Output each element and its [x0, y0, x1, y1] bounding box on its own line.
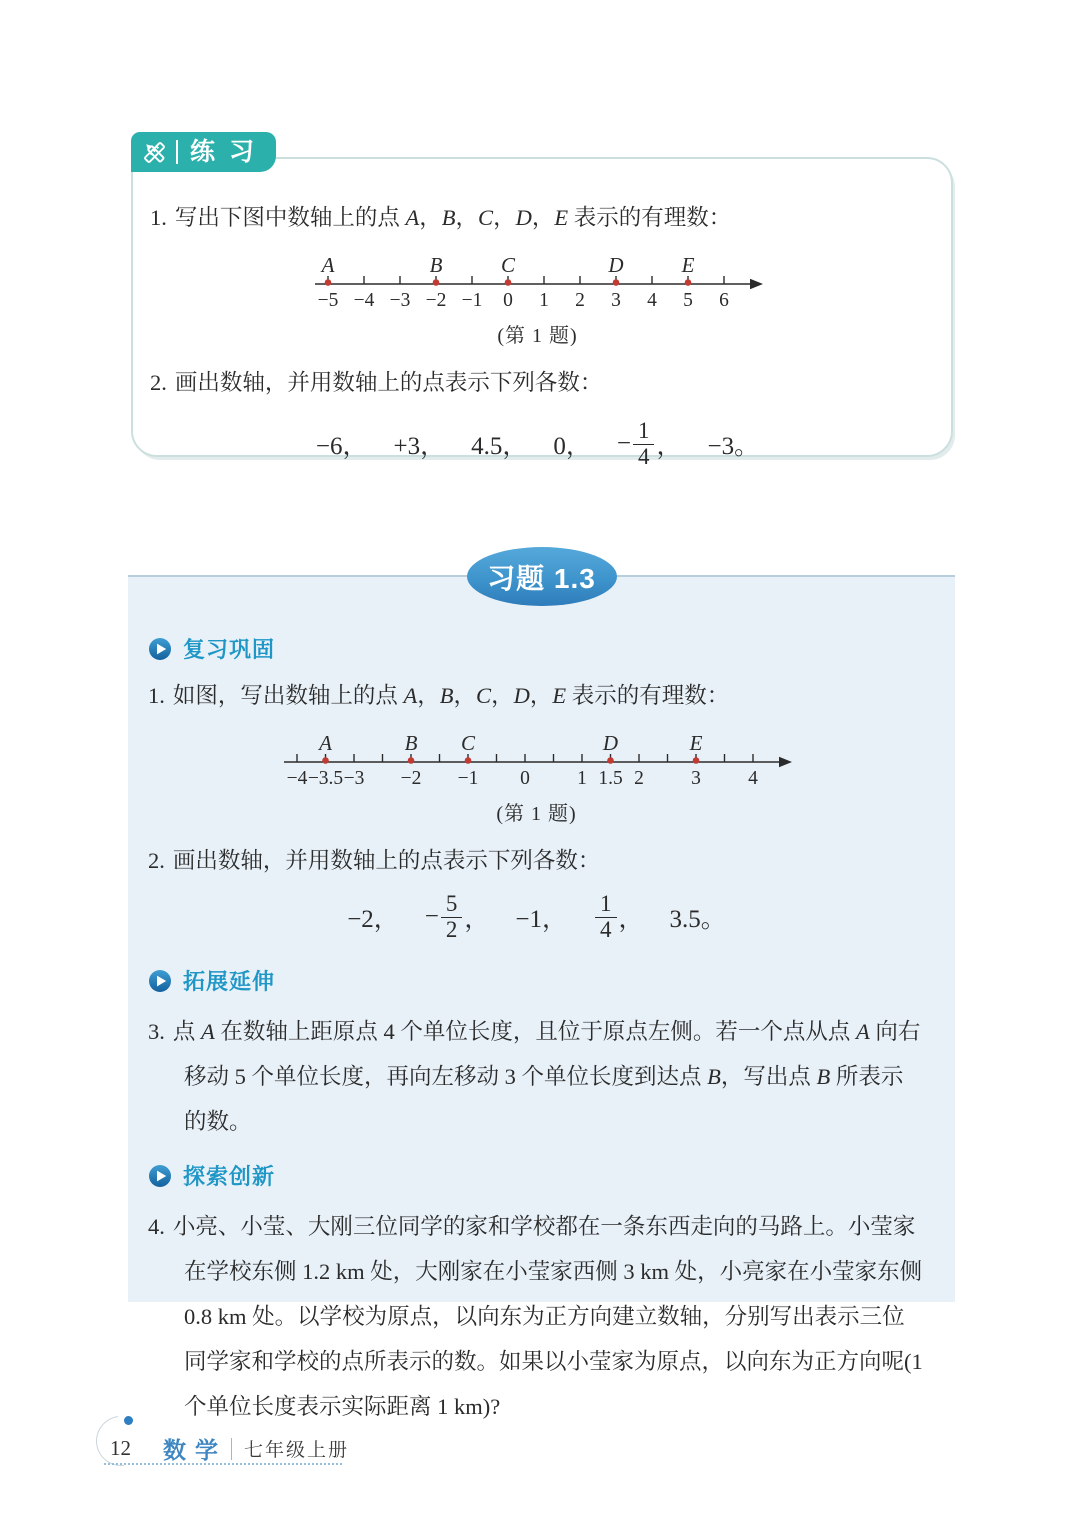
problem-text: 如图，写出数轴上的点 A，B，C，D，E 表示的有理数： [172, 683, 730, 708]
svg-text:0: 0 [502, 290, 513, 312]
exercise-math-line: −2， − $\frac{5}{2}$ ， −1， $\frac{1}{4}$ ， 3.5。 [347, 890, 726, 942]
exercise-title-badge [467, 547, 617, 606]
svg-text:3: 3 [690, 768, 701, 790]
play-icon [148, 1164, 172, 1188]
problem-number: 1. [148, 683, 165, 708]
svg-text:A: A [318, 731, 332, 756]
problem-number: 2. [150, 370, 167, 396]
svg-text:D: D [602, 731, 618, 756]
exercise-numberline-figure [148, 724, 925, 795]
svg-text:4: 4 [646, 290, 657, 312]
practice-numberline-figure [150, 246, 925, 317]
problem-number: 1. [150, 205, 167, 230]
svg-text:E: E [681, 253, 694, 278]
svg-text:−2: −2 [400, 768, 421, 790]
badge-divider [176, 140, 178, 164]
footer-dotted-line [104, 1463, 342, 1465]
page-number: 12 [110, 1436, 131, 1460]
svg-text:3: 3 [610, 290, 621, 312]
subject-label: 数学 [163, 1438, 227, 1463]
footer-dot [124, 1416, 133, 1425]
practice-math-line: −6， +3， 4.5， 0， − $\frac{1}{4}$ ， −3。 [315, 417, 760, 469]
exercise-problem-3 [148, 1009, 925, 1144]
practice-section-box [131, 137, 953, 469]
exercise-panel [128, 562, 955, 1420]
problem-text: 画出数轴，并用数轴上的点表示下列各数： [172, 848, 601, 874]
problem-text: 写出下图中数轴上的点 A，B，C，D，E 表示的有理数： [174, 205, 732, 230]
svg-text:−5: −5 [317, 290, 338, 312]
practice-badge-label: 练习 [190, 137, 269, 166]
svg-text:−4: −4 [353, 290, 374, 312]
play-icon [148, 969, 172, 993]
problem-number: 3. [148, 1019, 165, 1045]
problem-text: 点 A 在数轴上距原点 4 个单位长度，且位于原点左侧。若一个点从点 A 向右移动 5 个单位长度，再向左移动 3 个单位长度到达点 B，写出点 B 所表示的数。 [172, 1019, 921, 1135]
svg-text:C: C [460, 731, 475, 756]
section-explore [148, 1160, 925, 1191]
section-review [148, 633, 925, 664]
svg-text:E: E [689, 731, 702, 756]
section-label: 复习巩固 [183, 637, 276, 662]
problem-number: 4. [148, 1214, 165, 1240]
svg-text:−1: −1 [457, 768, 478, 790]
problem-text: 小亮、小莹、大刚三位同学的家和学校都在一条东西走向的马路上。小莹家在学校东侧 1.2 km 处，大刚家在小莹家西侧 3 km 处，小亮家在小莹家东侧 0.8 km 处。以学校为原点，以向东为正方向建立数轴，分别写出表示三位同学家和学校的点所表示的数。如果以小莹家为原点，以向东为正方向呢(1 个单位长度表示实际距离 1 km)? [172, 1214, 923, 1420]
svg-text:B: B [429, 253, 442, 278]
svg-text:−4: −4 [286, 768, 307, 790]
exercise-problem-2 [148, 842, 925, 879]
svg-text:1: 1 [538, 290, 549, 312]
svg-text:−3: −3 [343, 768, 364, 790]
svg-text:1.5: 1.5 [597, 768, 623, 790]
pencil-ruler-icon [141, 139, 168, 166]
footer-divider [231, 1438, 232, 1460]
problem-text: 画出数轴，并用数轴上的点表示下列各数： [174, 370, 603, 396]
exercise-problem-4 [148, 1204, 925, 1429]
svg-text:B: B [404, 731, 417, 756]
svg-text:6: 6 [718, 290, 729, 312]
exercise-title: 习题 1.3 [487, 562, 596, 594]
svg-text:A: A [321, 253, 334, 278]
figure-caption: (第 1 题) [496, 803, 577, 826]
svg-text:−3.5: −3.5 [307, 768, 343, 790]
svg-text:D: D [607, 253, 624, 278]
svg-text:−3: −3 [389, 290, 410, 312]
svg-text:2: 2 [574, 290, 585, 312]
section-label: 探索创新 [183, 1164, 276, 1190]
problem-number: 2. [148, 848, 165, 874]
svg-text:2: 2 [633, 768, 644, 790]
section-extend [148, 965, 925, 996]
practice-problem-1 [150, 199, 925, 236]
practice-badge [131, 132, 276, 172]
figure-caption: (第 1 题) [497, 325, 578, 348]
edition-label: 七年级上册 [244, 1440, 350, 1461]
play-icon [148, 637, 172, 661]
svg-text:5: 5 [682, 290, 693, 312]
page-footer [94, 1406, 394, 1476]
svg-text:0: 0 [519, 768, 530, 790]
practice-problem-2 [150, 364, 925, 401]
svg-text:1: 1 [576, 768, 587, 790]
section-label: 拓展延伸 [183, 969, 276, 995]
svg-text:4: 4 [747, 768, 758, 790]
svg-text:−1: −1 [461, 290, 482, 312]
exercise-problem-1 [148, 677, 925, 714]
svg-text:−2: −2 [425, 290, 446, 312]
svg-text:C: C [500, 253, 515, 278]
